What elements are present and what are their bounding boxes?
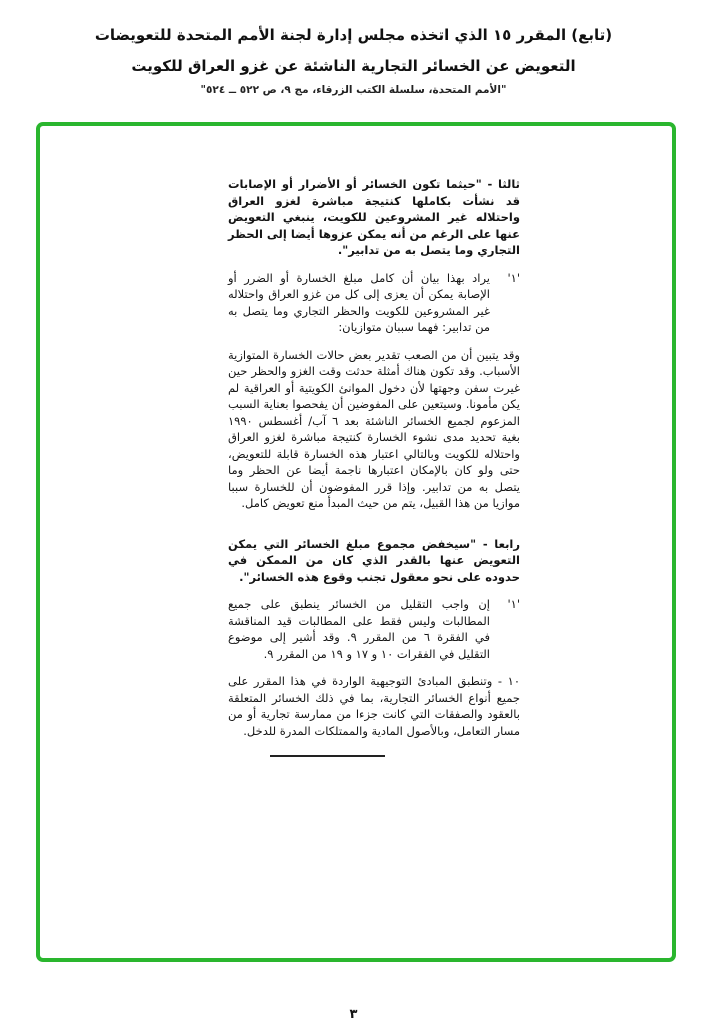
footnote-separator-line xyxy=(270,755,385,757)
item-number-label: ١٠ - xyxy=(497,674,521,688)
green-border-frame xyxy=(36,122,676,962)
page-number: ٣ xyxy=(349,1007,358,1022)
paragraph-subitem-2 xyxy=(228,596,520,662)
header-title-line2: التعويض عن الخسائر التجارية الناشئة عن غزو العراق للكويت xyxy=(131,57,576,75)
item-text: وتنطبق المبادئ التوجيهية الواردة في هذا المقرر على جميع أنواع الخسائر التجارية، بما في ذلك الخسائر المتعلقة بالعقود والصفقات التي كانت جزءا من ممارسة تجارية أو من مسار التعامل، وبالأصول المادية والممتلكات المدرة للدخل. xyxy=(228,674,520,738)
header-title-line1: (تابع) المقرر ١٥ الذي اتخذه مجلس إدارة لجنة الأمم المتحدة للتعويضات xyxy=(94,26,613,44)
section-label: ثالثا - xyxy=(487,177,520,191)
document-body xyxy=(228,176,520,757)
paragraph-section-thalithan xyxy=(228,176,520,259)
subitem-label: '١' xyxy=(507,270,520,285)
subitem-label: '١' xyxy=(507,597,520,611)
header-source-citation: "الأمم المتحدة، سلسلة الكتب الزرقاء، مج ٩، ص ٥٢٢ ــ ٥٢٤" xyxy=(200,84,507,96)
section-label: رابعا - xyxy=(482,536,520,551)
subitem-text: إن واجب التقليل من الخسائر ينطبق على جميع المطالبات وليس فقط على المطالبات قيد المناقشة في الفقرة ٦ من المقرر ٩. وقد أشير إلى موضوع التقليل في الفقرات ١٠ و ١٧ و ١٩ من المقرر ٩. xyxy=(228,597,490,661)
paragraph-text: وقد يتبين أن من الصعب تقدير بعض حالات الخسارة المتوازية الأسباب. وقد تكون هناك أمثلة حدثت وقت الغزو والحظر حين غيرت سفن وجهتها لأن دخول الموانئ الكويتية أو العراقية لم يكن مأمونا. وسيتعين على المفوضين أن يفحصوا بعناية السبب المزعوم لجميع الخسائر الناشئة بعد ٦ آب/ أغسطس ١٩٩٠ بغية تحديد مدى نشوء الخسارة كنتيجة مباشرة لغزو العراق واحتلاله للكويت وبالتالي اعتبار هذه الخسارة قابلة للتعويض، حتى ولو كان بالإمكان اعتبارها ناجمة أيضا عن الحظر وما يتصل به من تدابير. وإذا قرر المفوضون أن للخسارة سببا موازيا من هذا القبيل، يتم من حيث المبدأ منع تعويض كامل. xyxy=(228,347,520,510)
paragraph-continuation xyxy=(228,347,520,512)
subitem-text: يراد بهذا بيان أن كامل مبلغ الخسارة أو الضرر أو الإصابة يمكن أن يعزى إلى كل من غزو العراق واحتلاله غير المشروعين للكويت والحظر التجاري وما يتصل به من تدابير: فهما سببان متوازيان: xyxy=(228,270,490,334)
paragraph-subitem-1 xyxy=(228,270,520,336)
paragraph-item-10 xyxy=(228,673,520,739)
section-quote-text: "سيخفض مجموع مبلغ الخسائر التي يمكن التعويض عنها بالقدر الذي كان من الممكن في حدوده على نحو معقول تجنب وقوع هذه الخسائر". xyxy=(228,536,520,584)
document-header xyxy=(0,26,707,96)
paragraph-section-rabian xyxy=(228,536,520,586)
section-quote-text: "حيثما تكون الخسائر أو الأضرار أو الإصابات قد نشأت بكاملها كنتيجة مباشرة لغزو العراق واحتلاله غير المشروعين للكويت، ينبغي التعويض عنها على الرغم من أنه يمكن عزوها أيضا إلى الحظر التجاري وما يتصل به من تدابير". xyxy=(228,177,520,257)
